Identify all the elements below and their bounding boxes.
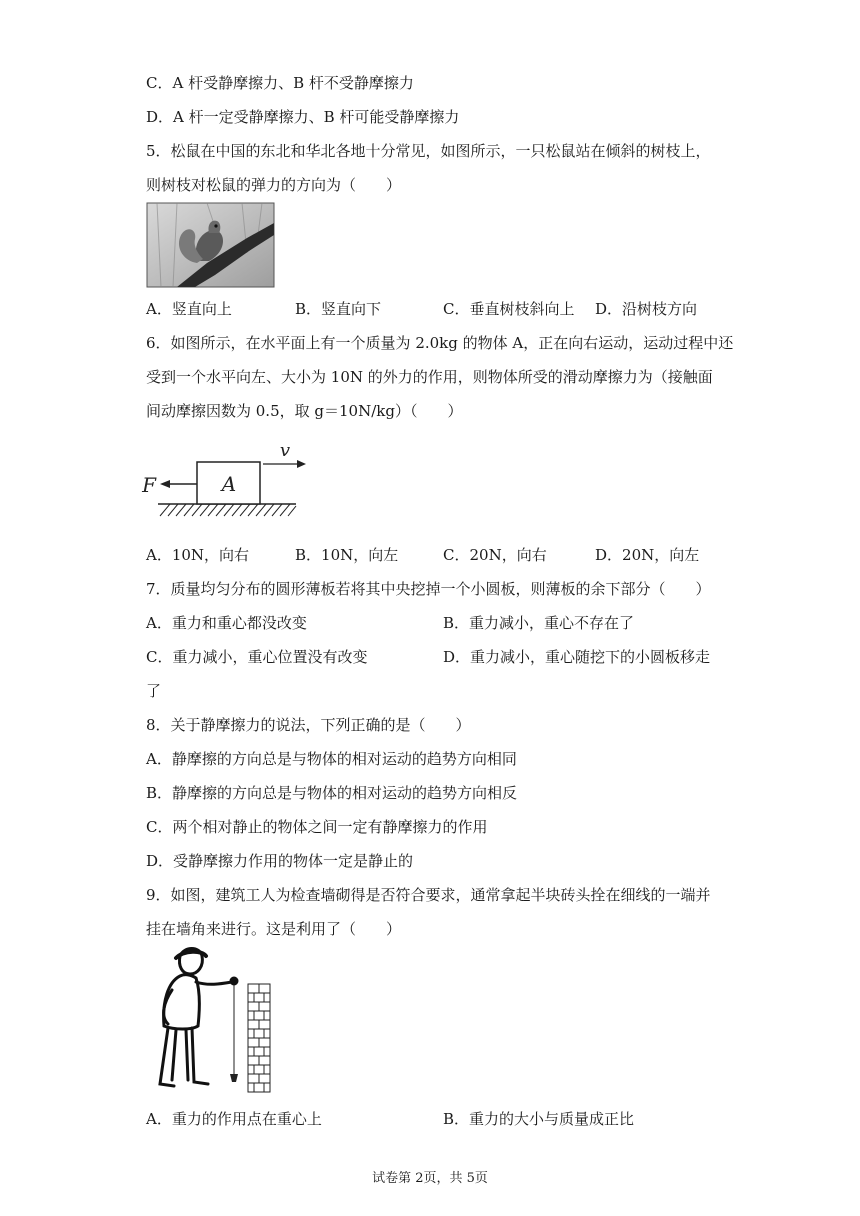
worker-plumb-line-figure <box>150 946 275 1096</box>
plumb-bob <box>230 1074 238 1082</box>
q8-option-c: C．两个相对静止的物体之间一定有静摩擦力的作用 <box>146 818 488 836</box>
q5-option-b: B．竖直向下 <box>295 300 382 318</box>
q9-option-b: B．重力的大小与质量成正比 <box>443 1110 635 1128</box>
q7-option-d-continued: 了 <box>146 682 162 700</box>
q8-option-b: B．静摩擦的方向总是与物体的相对运动的趋势方向相反 <box>146 784 518 802</box>
q4-option-c: C．A 杆受静摩擦力、B 杆不受静摩擦力 <box>146 74 414 92</box>
q7-option-a: A．重力和重心都没改变 <box>146 614 307 632</box>
q8-option-a: A．静摩擦的方向总是与物体的相对运动的趋势方向相同 <box>146 750 517 768</box>
q5-option-d: D．沿树枝方向 <box>595 300 698 318</box>
q7-option-d: D．重力减小，重心随挖下的小圆板移走 <box>443 648 711 666</box>
velocity-label: v <box>279 440 291 461</box>
q6-option-c: C．20N，向右 <box>443 546 547 564</box>
q6-stem-line2: 受到一个水平向左、大小为 10N 的外力的作用，则物体所受的滑动摩擦力为（接触面 <box>146 368 713 386</box>
brick-wall <box>248 984 270 1092</box>
q9-stem-line2: 挂在墙角来进行。这是利用了（ ） <box>146 920 402 938</box>
block-force-diagram <box>142 440 306 520</box>
q9-stem-line1: 9．如图，建筑工人为检查墙砌得是否符合要求，通常拿起半块砖头拴在细线的一端并 <box>146 886 711 904</box>
q5-option-c: C．垂直树枝斜向上 <box>443 300 575 318</box>
squirrel-photo <box>147 203 274 287</box>
q6-option-d: D．20N，向左 <box>595 546 700 564</box>
q6-stem-line3: 间动摩擦因数为 0.5，取 g＝10N/kg）（ ） <box>146 402 463 420</box>
ground-hatching <box>160 504 296 516</box>
velocity-arrowhead <box>297 460 306 468</box>
q7-stem: 7．质量均匀分布的圆形薄板若将其中央挖掉一个小圆板，则薄板的余下部分（ ） <box>146 580 711 598</box>
q6-option-a: A．10N，向右 <box>146 546 250 564</box>
page-footer: 试卷第 2页，共 5页 <box>372 1171 488 1186</box>
q7-option-c: C．重力减小，重心位置没有改变 <box>146 648 368 666</box>
q6-stem-line1: 6．如图所示，在水平面上有一个质量为 2.0kg 的物体 A，正在向右运动，运动过程中还 <box>146 334 734 352</box>
worker <box>160 949 237 1087</box>
force-label: F <box>142 473 156 497</box>
q5-option-a: A．竖直向上 <box>146 300 232 318</box>
q7-option-b: B．重力减小，重心不存在了 <box>443 614 635 632</box>
q9-option-a: A．重力的作用点在重心上 <box>146 1110 322 1128</box>
block-a-label: A <box>221 472 237 496</box>
q6-option-b: B．10N，向左 <box>295 546 399 564</box>
q5-stem-line2: 则树枝对松鼠的弹力的方向为（ ） <box>146 176 402 194</box>
q8-option-d: D．受静摩擦力作用的物体一定是静止的 <box>146 852 414 870</box>
q4-option-d: D．A 杆一定受静摩擦力、B 杆可能受静摩擦力 <box>146 108 460 126</box>
q5-stem-line1: 5．松鼠在中国的东北和华北各地十分常见，如图所示，一只松鼠站在倾斜的树枝上， <box>146 142 711 160</box>
q8-stem: 8．关于静摩擦力的说法，下列正确的是（ ） <box>146 716 471 734</box>
force-arrowhead <box>160 480 170 488</box>
